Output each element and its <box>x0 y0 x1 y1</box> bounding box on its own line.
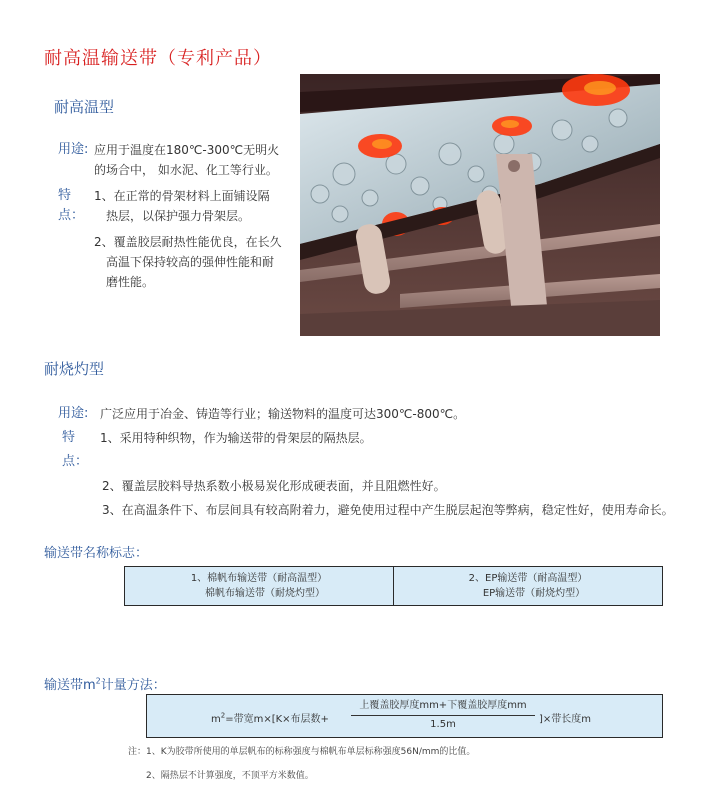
feature-item: 2、覆盖层胶料导热系数小极易炭化形成硬表面，并且阻燃性好。 <box>102 479 446 493</box>
formula-numerator: 上覆盖胶厚度mm+下覆盖胶厚度mm <box>351 699 535 716</box>
formula-right: ]×带长度m <box>539 714 592 725</box>
feature-row-2 <box>58 232 290 292</box>
formula-fraction <box>351 699 535 732</box>
usage-label: 用途: <box>58 406 89 421</box>
naming-line: 1、棉帆布输送带（耐高温型） <box>190 573 328 584</box>
usage-row <box>58 140 290 180</box>
feature-item: 3、在高温条件下、布层间具有较高附着力，避免使用过程中产生脱层起泡等弊病，稳定性好，使用寿命长。 <box>102 503 674 517</box>
feature-line: 磨性能。 <box>106 275 155 289</box>
usage-row <box>58 402 698 426</box>
feature-label: 特点： <box>58 188 85 223</box>
calc-title-text: 输送带m <box>44 678 96 693</box>
feature-row <box>58 186 290 226</box>
feature-row <box>58 498 698 522</box>
heat-resistant-description <box>58 140 290 292</box>
note-2: 2、隔热层不计算强度，不顶平方米数值。 <box>146 771 314 781</box>
heat-resistant-title: 耐高温型 <box>54 98 115 116</box>
naming-cell-cotton <box>125 567 394 605</box>
calc-title <box>44 674 166 693</box>
formula-denominator: 1.5m <box>430 719 456 730</box>
usage-line: 应用于温度在180℃-300℃无明火 <box>94 143 280 157</box>
feature-item: 1、采用特种织物，作为输送带的骨架层的隔热层。 <box>100 431 372 445</box>
note-1: 注：1、K为胶带所使用的单层帆布的标称强度与棉帆布单层标称强度56N/mm的比值。 <box>128 747 476 757</box>
naming-line: EP输送带（耐烧灼型） <box>482 588 586 599</box>
usage-text: 广泛应用于冶金、铸造等行业；输送物料的温度可达300℃-800℃。 <box>100 407 466 421</box>
usage-line: 的场合中， 如水泥、化工等行业。 <box>94 163 278 177</box>
naming-title: 输送带名称标志： <box>44 546 149 561</box>
calc-title-sup: 2 <box>95 676 101 686</box>
calc-title-text: 计量方法： <box>100 678 166 693</box>
feature-label: 特点： <box>62 430 89 469</box>
page-title: 耐高温输送带（专利产品） <box>44 48 272 69</box>
feature-line: 1、在正常的骨架材料上面铺设隔 <box>94 189 270 203</box>
formula-m: m <box>211 714 221 725</box>
burn-resistant-title: 耐烧灼型 <box>44 360 105 378</box>
conveyor-belt-photo <box>300 74 660 336</box>
formula-box <box>146 694 663 738</box>
conveyor-belt-illustration <box>300 74 660 336</box>
naming-table <box>124 566 663 606</box>
burn-resistant-description <box>58 402 698 522</box>
feature-line: 热层，以保护强力骨架层。 <box>106 209 251 223</box>
formula-left <box>211 710 329 725</box>
feature-line: 2、覆盖胶层耐热性能优良，在长久 <box>94 235 282 249</box>
usage-label: 用途: <box>58 142 89 157</box>
formula-sup: 2 <box>220 711 226 720</box>
formula-left-text: =带宽m×[K×布层数+ <box>225 714 329 725</box>
feature-row <box>58 474 698 498</box>
feature-row <box>62 426 698 474</box>
naming-line: 2、EP输送带（耐高温型） <box>468 573 588 584</box>
naming-cell-ep <box>394 567 662 605</box>
naming-line: 棉帆布输送带（耐烧灼型） <box>205 588 325 599</box>
feature-line: 高温下保持较高的强伸性能和耐 <box>106 255 275 269</box>
